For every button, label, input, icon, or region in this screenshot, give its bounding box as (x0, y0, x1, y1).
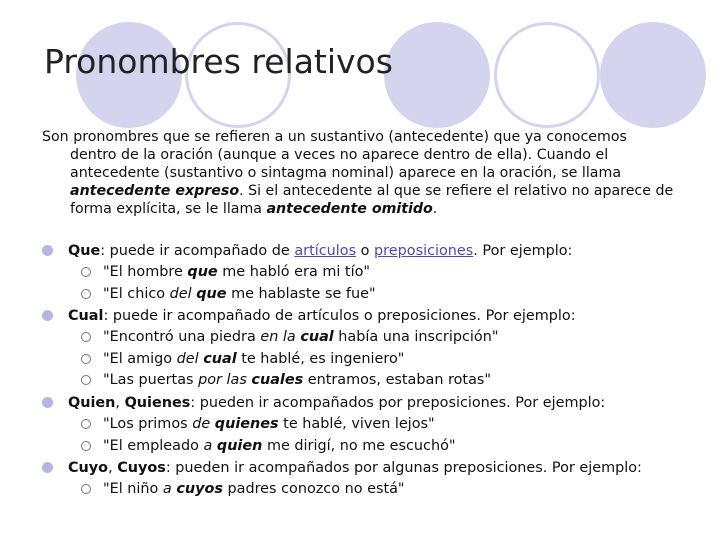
example-item (42, 479, 702, 501)
example-text: me dirigí, no me escuchó" (262, 437, 456, 454)
example-text: "Las puertas (103, 372, 199, 389)
ring-bullet-icon (81, 484, 91, 494)
bullet-icon (42, 462, 53, 473)
intro-continuation (42, 146, 682, 218)
page-title: Pronombres relativos (44, 42, 393, 81)
example-item (42, 284, 702, 306)
ring-bullet-icon (81, 267, 91, 277)
item-text: : puede ir acompañado de (100, 243, 295, 259)
example-preposition: de (192, 415, 211, 432)
term-quien: Quien (68, 394, 116, 411)
example-item (42, 327, 702, 349)
decorative-circle-3 (600, 22, 706, 128)
list-item-quien (42, 392, 702, 414)
example-emphasis: cual (300, 329, 334, 346)
link-preposiciones[interactable]: preposiciones (374, 243, 474, 259)
intro-text: . Si el antecedente al que se refiere el relativo no aparece de forma explícita, se le llama (70, 183, 674, 217)
term-cuyo: Cuyo (68, 460, 109, 477)
example-preposition: del (176, 350, 199, 367)
example-preposition: en la (260, 329, 296, 346)
example-text: "El empleado (103, 437, 204, 454)
example-text: había una inscripción" (333, 329, 499, 346)
bullet-icon (42, 245, 53, 256)
list-item-cuyo (42, 457, 702, 479)
ring-bullet-icon (81, 375, 91, 385)
link-articulos[interactable]: artículos (294, 243, 357, 259)
decorative-circle-2 (384, 22, 490, 128)
list-item-que (42, 240, 702, 262)
decorative-ring-2 (494, 22, 600, 128)
intro-text: . (432, 201, 438, 217)
bullet-icon (42, 397, 53, 408)
example-preposition: del (169, 285, 192, 302)
term-antecedente-expreso: antecedente expreso (70, 183, 240, 199)
example-text: padres conozco no está" (222, 481, 405, 498)
item-text: : pueden ir acompañados por algunas preposiciones. Por ejemplo: (165, 460, 642, 477)
example-emphasis: cuales (251, 372, 304, 389)
ring-bullet-icon (81, 289, 91, 299)
relative-pronoun-list (42, 240, 702, 501)
example-emphasis: cual (203, 350, 237, 367)
list-item-cual (42, 305, 702, 327)
example-text: te hablé, viven lejos" (278, 415, 435, 432)
term-cual: Cual (68, 308, 104, 325)
example-item (42, 414, 702, 436)
intro-paragraph (42, 128, 682, 218)
example-text: "Los primos (103, 415, 193, 432)
example-emphasis: cuyos (176, 481, 223, 498)
item-text: . Por ejemplo: (473, 243, 573, 259)
item-text: , (115, 394, 125, 411)
example-item (42, 370, 702, 392)
item-text: o (356, 243, 375, 259)
example-text: "El chico (103, 285, 170, 302)
item-text: : puede ir acompañado de artículos o preposiciones. Por ejemplo: (103, 308, 576, 325)
term-antecedente-omitido: antecedente omitido (266, 201, 433, 217)
term-que: Que (68, 243, 101, 259)
ring-bullet-icon (81, 419, 91, 429)
example-emphasis: que (196, 285, 227, 302)
ring-bullet-icon (81, 441, 91, 451)
example-emphasis: quien (216, 437, 263, 454)
example-text: "El hombre (103, 264, 188, 280)
item-text: : pueden ir acompañados por preposiciones. Por ejemplo: (190, 394, 606, 411)
example-text: te hablé, es ingeniero" (236, 350, 405, 367)
example-emphasis: quienes (214, 415, 279, 432)
example-text: me hablaste se fue" (226, 285, 376, 302)
ring-bullet-icon (81, 332, 91, 342)
item-text: , (108, 460, 118, 477)
example-text: "El amigo (103, 350, 177, 367)
example-preposition: a (203, 437, 213, 454)
example-text: "El niño (103, 481, 163, 498)
term-quienes: Quienes (124, 394, 191, 411)
example-item (42, 349, 702, 371)
example-preposition: a (162, 481, 172, 498)
example-emphasis: que (187, 264, 218, 280)
intro-text: dentro de la oración (aunque a veces no aparece dentro de ella). Cuando el antecedente (sustantivo o sintagma nominal) aparece en la oración, se llama (70, 147, 622, 181)
bullet-icon (42, 310, 53, 321)
term-cuyos: Cuyos (117, 460, 166, 477)
example-preposition: por las (198, 372, 247, 389)
ring-bullet-icon (81, 354, 91, 364)
example-item (42, 436, 702, 458)
intro-first-line: Son pronombres que se refieren a un sustantivo (antecedente) que ya conocemos (42, 129, 627, 145)
example-text: entramos, estaban rotas" (303, 372, 492, 389)
example-text: "Encontró una piedra (103, 329, 261, 346)
example-text: me habló era mi tío" (217, 264, 370, 280)
example-item (42, 262, 702, 284)
